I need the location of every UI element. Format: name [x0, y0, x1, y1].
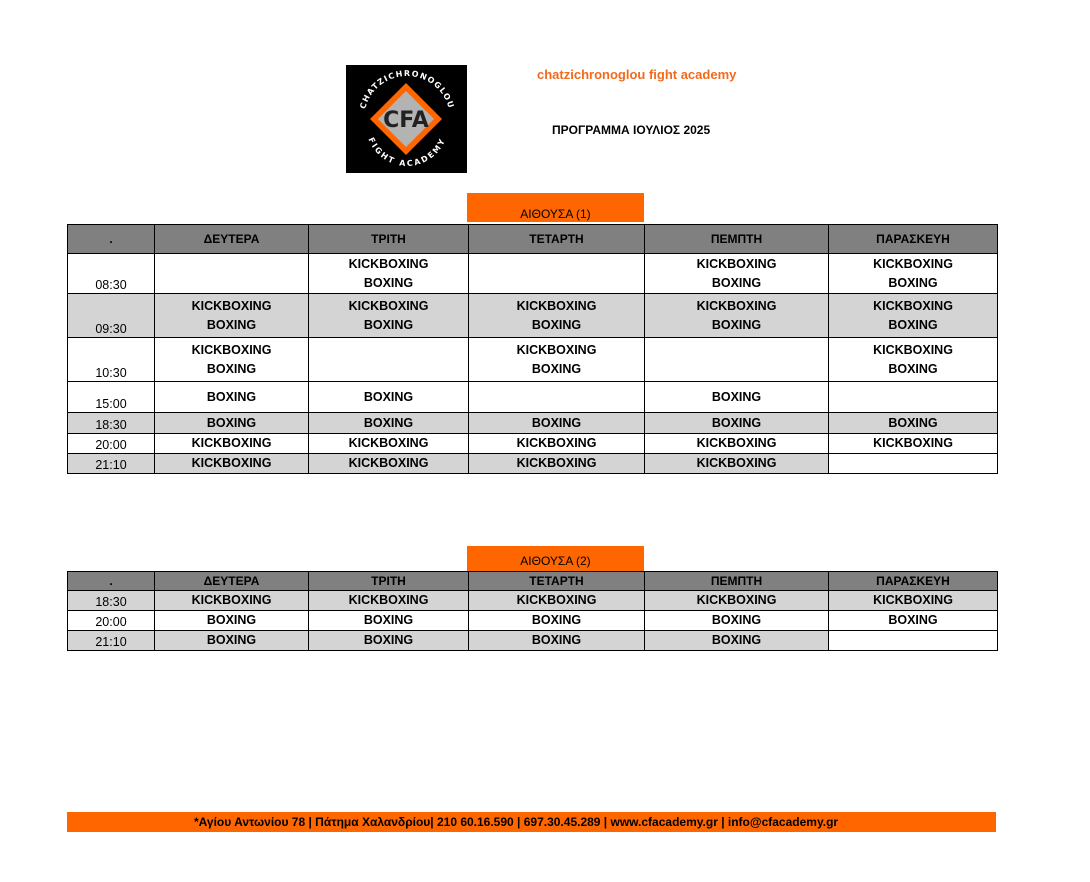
class-cell: BOXING	[309, 611, 469, 631]
class-cell	[469, 382, 645, 413]
class-cell	[155, 254, 309, 294]
table-row	[68, 254, 998, 294]
class-cell: BOXING	[155, 413, 309, 434]
class-cell	[309, 338, 469, 382]
class-cell: KICKBOXING BOXING	[155, 294, 309, 338]
class-cell: KICKBOXING BOXING	[829, 338, 998, 382]
class-cell: KICKBOXING BOXING	[829, 254, 998, 294]
class-cell: BOXING	[829, 413, 998, 434]
class-cell: KICKBOXING	[469, 434, 645, 454]
time-cell: 20:00	[68, 611, 155, 631]
table-row	[68, 631, 998, 651]
class-cell: BOXING	[469, 611, 645, 631]
class-cell: BOXING	[829, 611, 998, 631]
class-cell: KICKBOXING BOXING	[155, 338, 309, 382]
column-header-thursday: ΠΕΜΠΤΗ	[645, 225, 829, 254]
class-cell: BOXING	[155, 631, 309, 651]
column-header-time: .	[68, 225, 155, 254]
column-header-time: .	[68, 572, 155, 591]
table-row	[68, 434, 998, 454]
academy-name: chatzichronoglou fight academy	[537, 67, 737, 82]
class-cell: BOXING	[469, 631, 645, 651]
class-cell	[469, 254, 645, 294]
class-cell: BOXING	[309, 413, 469, 434]
class-cell: KICKBOXING BOXING	[309, 294, 469, 338]
logo-ring-top: CHATZICHRONOGLOU	[358, 68, 456, 110]
table-row	[68, 413, 998, 434]
column-header-monday: ΔΕΥΤΕΡΑ	[155, 225, 309, 254]
logo-letters: CFA	[383, 108, 429, 133]
program-title: ΠΡΟΓΡΑΜΜΑ ΙΟΥΛΙΟΣ 2025	[552, 123, 711, 137]
class-cell: KICKBOXING BOXING	[645, 294, 829, 338]
column-header-friday: ΠΑΡΑΣΚΕΥΗ	[829, 225, 998, 254]
class-cell: KICKBOXING	[469, 454, 645, 474]
table-row	[68, 454, 998, 474]
class-cell: KICKBOXING BOXING	[469, 294, 645, 338]
hall-1-label: ΑΙΘΟΥΣΑ (1)	[467, 193, 644, 222]
logo-ring-bottom: FIGHT ACADEMY	[366, 136, 448, 169]
class-cell: KICKBOXING	[645, 591, 829, 611]
table-row	[68, 591, 998, 611]
class-cell: BOXING	[469, 413, 645, 434]
class-cell: KICKBOXING BOXING	[469, 338, 645, 382]
column-header-wednesday: ΤΕΤΑΡΤΗ	[469, 225, 645, 254]
class-cell	[829, 631, 998, 651]
class-cell: KICKBOXING	[829, 591, 998, 611]
class-cell: KICKBOXING	[829, 434, 998, 454]
class-cell: KICKBOXING	[309, 591, 469, 611]
column-header-thursday: ΠΕΜΠΤΗ	[645, 572, 829, 591]
time-cell: 21:10	[68, 454, 155, 474]
time-cell: 10:30	[68, 338, 155, 382]
class-cell: KICKBOXING	[645, 454, 829, 474]
class-cell: KICKBOXING	[469, 591, 645, 611]
table-row	[68, 294, 998, 338]
class-cell: KICKBOXING BOXING	[309, 254, 469, 294]
class-cell: KICKBOXING BOXING	[829, 294, 998, 338]
column-header-friday: ΠΑΡΑΣΚΕΥΗ	[829, 572, 998, 591]
class-cell: KICKBOXING	[309, 454, 469, 474]
class-cell	[829, 454, 998, 474]
time-cell: 20:00	[68, 434, 155, 454]
class-cell: KICKBOXING	[645, 434, 829, 454]
schedule-table-hall-2	[67, 571, 998, 651]
column-header-tuesday: ΤΡΙΤΗ	[309, 225, 469, 254]
column-header-tuesday: ΤΡΙΤΗ	[309, 572, 469, 591]
class-cell: KICKBOXING	[155, 454, 309, 474]
schedule-table-hall-1	[67, 224, 998, 474]
class-cell: KICKBOXING	[155, 591, 309, 611]
class-cell: BOXING	[309, 631, 469, 651]
class-cell: BOXING	[645, 382, 829, 413]
class-cell: BOXING	[155, 611, 309, 631]
class-cell: BOXING	[645, 631, 829, 651]
class-cell: BOXING	[155, 382, 309, 413]
hall-2-label: ΑΙΘΟΥΣΑ (2)	[467, 546, 644, 571]
column-header-monday: ΔΕΥΤΕΡΑ	[155, 572, 309, 591]
column-header-wednesday: ΤΕΤΑΡΤΗ	[469, 572, 645, 591]
class-cell: BOXING	[645, 413, 829, 434]
time-cell: 18:30	[68, 413, 155, 434]
time-cell: 15:00	[68, 382, 155, 413]
time-cell: 18:30	[68, 591, 155, 611]
time-cell: 09:30	[68, 294, 155, 338]
table-row	[68, 382, 998, 413]
class-cell: BOXING	[309, 382, 469, 413]
table-row	[68, 611, 998, 631]
academy-logo	[346, 65, 467, 173]
class-cell: KICKBOXING	[309, 434, 469, 454]
class-cell: BOXING	[645, 611, 829, 631]
time-cell: 08:30	[68, 254, 155, 294]
class-cell	[829, 382, 998, 413]
table-row	[68, 338, 998, 382]
contact-footer: *Αγίου Αντωνίου 78 | Πάτημα Χαλανδρίου| 210 60.16.590 | 697.30.45.289 | www.cfacademy.gr | info@cfacademy.gr	[67, 812, 996, 832]
time-cell: 21:10	[68, 631, 155, 651]
class-cell: KICKBOXING	[155, 434, 309, 454]
class-cell	[645, 338, 829, 382]
class-cell: KICKBOXING BOXING	[645, 254, 829, 294]
